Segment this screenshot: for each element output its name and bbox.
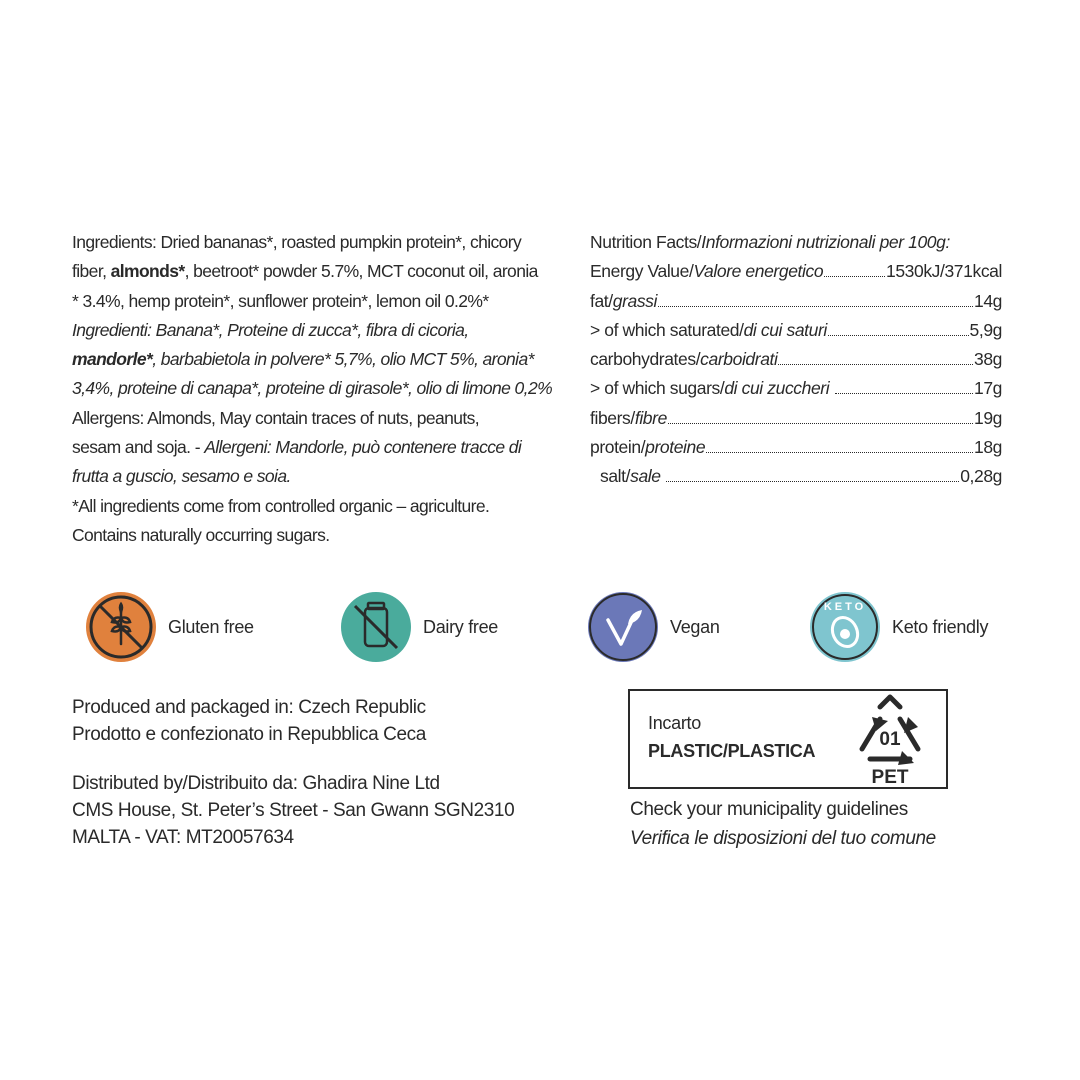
nutrition-row-label-it: di cui zuccheri [724,378,834,399]
origin-it: Prodotto e confezionato in Repubblica Ceca [72,724,426,745]
keto-icon-text: KETO [823,601,867,613]
allergens-2b: Allergeni: Mandorle, può contenere tracce di [204,437,522,458]
packaging-material: PLASTIC/PLASTICA [648,741,816,761]
allergens-line-1: Allergens: Almonds, May contain traces of nuts, peanuts, [72,407,480,428]
ingredients-it-2b: , barbabietola in polvere* 5,7%, olio MCT 5%, aronia* [152,349,534,370]
dotted-leader [828,335,969,336]
guidelines-en: Check your municipality guidelines [630,799,908,820]
dotted-leader [824,276,885,277]
nutrition-energy-label: Energy Value/ [590,261,694,282]
ingredients-en-line-3: * 3.4%, hemp protein*, sunflower protein*, lemon oil 0.2%* [72,290,489,311]
nutrition-heading-it: Informazioni nutrizionali per 100g: [701,232,950,252]
nutrition-energy-label-it: Valore energetico [693,261,824,282]
nutrition-row-label: > of which saturated/ [590,319,744,340]
recycling-box [628,689,948,789]
allergens-2a: sesam and soja. - [72,437,205,458]
dotted-leader [666,481,959,482]
recycling-triangle-icon [850,693,930,789]
nutrition-row-value: 19g [974,407,1002,428]
no-wheat-icon [86,592,156,662]
origin-en: Produced and packaged in: Czech Republic [72,697,426,718]
nutrition-row [590,287,1002,316]
badge-vegan [588,592,720,662]
guidelines-it: Verifica le disposizioni del tuo comune [630,828,936,849]
nutrition-row-label: > of which sugars/ [590,378,725,399]
vegan-leaf-icon [588,592,658,662]
nutrition-row-value: 18g [974,437,1002,458]
allergens-line-3: frutta a guscio, sesamo e soia. [72,466,291,487]
ingredients-block [72,228,582,550]
allergens-line-2 [72,433,582,462]
badge-label-keto-friendly: Keto friendly [892,616,989,637]
dotted-leader [668,423,973,424]
badge-keto-friendly [810,592,988,662]
ingredients-mandorle-bold: mandorle* [72,349,153,370]
nutrition-row-value: 38g [974,349,1002,370]
recycling-code: 01 [879,729,901,750]
recycling-code-label: PET [871,767,909,788]
nutrition-row [590,345,1002,374]
distributor-address: CMS House, St. Peter’s Street - San Gwann SGN2310 [72,800,515,821]
nutrition-heading [590,228,1002,257]
nutrition-row-value: 0,28g [960,466,1002,487]
keto-avocado-icon [810,592,880,662]
nutrition-row-value: 14g [974,290,1002,311]
nutrition-row-energy [590,257,1002,286]
nutrition-row-value: 5,9g [969,319,1002,340]
ingredients-almonds-bold: almonds* [110,261,185,282]
nutrition-row [590,316,1002,345]
nutrition-row [590,433,1002,462]
ingredients-en-line-2 [72,257,582,286]
organic-note: *All ingredients come from controlled organic – agriculture. [72,495,490,516]
nutrition-row-label-it: carboidrati [700,349,778,370]
ingredients-it-line-3: 3,4%, proteine di canapa*, proteine di girasole*, olio di limone 0,2% [72,378,553,399]
dotted-leader [778,364,973,365]
ingredients-it-line-2 [72,345,582,374]
badge-label-gluten-free: Gluten free [168,616,254,637]
ingredients-en-2a: fiber, [72,261,111,282]
ingredients-it-line-1: Ingredienti: Banana*, Proteine di zucca*, fibra di cicoria, [72,319,469,340]
recycling-guidelines [630,795,936,853]
dotted-leader [706,452,973,453]
nutrition-row-label: fat/ [590,290,613,311]
distributor-name: Distributed by/Distribuito da: Ghadira Nine Ltd [72,773,440,794]
nutrition-row-label: carbohydrates/ [590,349,701,370]
dotted-leader [658,306,973,307]
nutrition-row-label-it: proteine [645,437,706,458]
origin-block [72,694,426,748]
nutrition-row-label: fibers/ [590,407,635,428]
nutrition-table [590,228,1002,492]
nutrition-row-label: salt/ [600,466,631,487]
badge-gluten-free [86,592,254,662]
nutrition-heading-en: Nutrition Facts/ [590,232,702,252]
no-milk-bottle-icon [341,592,411,662]
ingredients-en-2c: , beetroot* powder 5.7%, MCT coconut oil, aronia [184,261,538,282]
nutrition-row [590,374,1002,403]
ingredients-en-line-1: Ingredients: Dried bananas*, roasted pumpkin protein*, chicory [72,232,522,252]
nutrition-row-label-it: di cui saturi [743,319,827,340]
nutrition-energy-value: 1530kJ/371kcal [885,261,1002,282]
badge-dairy-free [341,592,498,662]
badge-label-vegan: Vegan [670,616,720,637]
nutrition-row [590,404,1002,433]
badge-label-dairy-free: Dairy free [423,616,499,637]
nutrition-row-value: 17g [974,378,1002,399]
nutrition-row-label-it: fibre [634,407,667,428]
nutrition-row-label: protein/ [590,437,646,458]
dotted-leader [835,393,973,394]
nutrition-row-label-it: sale [630,466,666,487]
sugars-note: Contains naturally occurring sugars. [72,524,330,545]
nutrition-row [590,462,1002,491]
packaging-label: Incarto [648,713,701,733]
distributor-vat: MALTA - VAT: MT20057634 [72,827,294,848]
distributor-block [72,770,514,851]
nutrition-row-label-it: grassi [612,290,658,311]
